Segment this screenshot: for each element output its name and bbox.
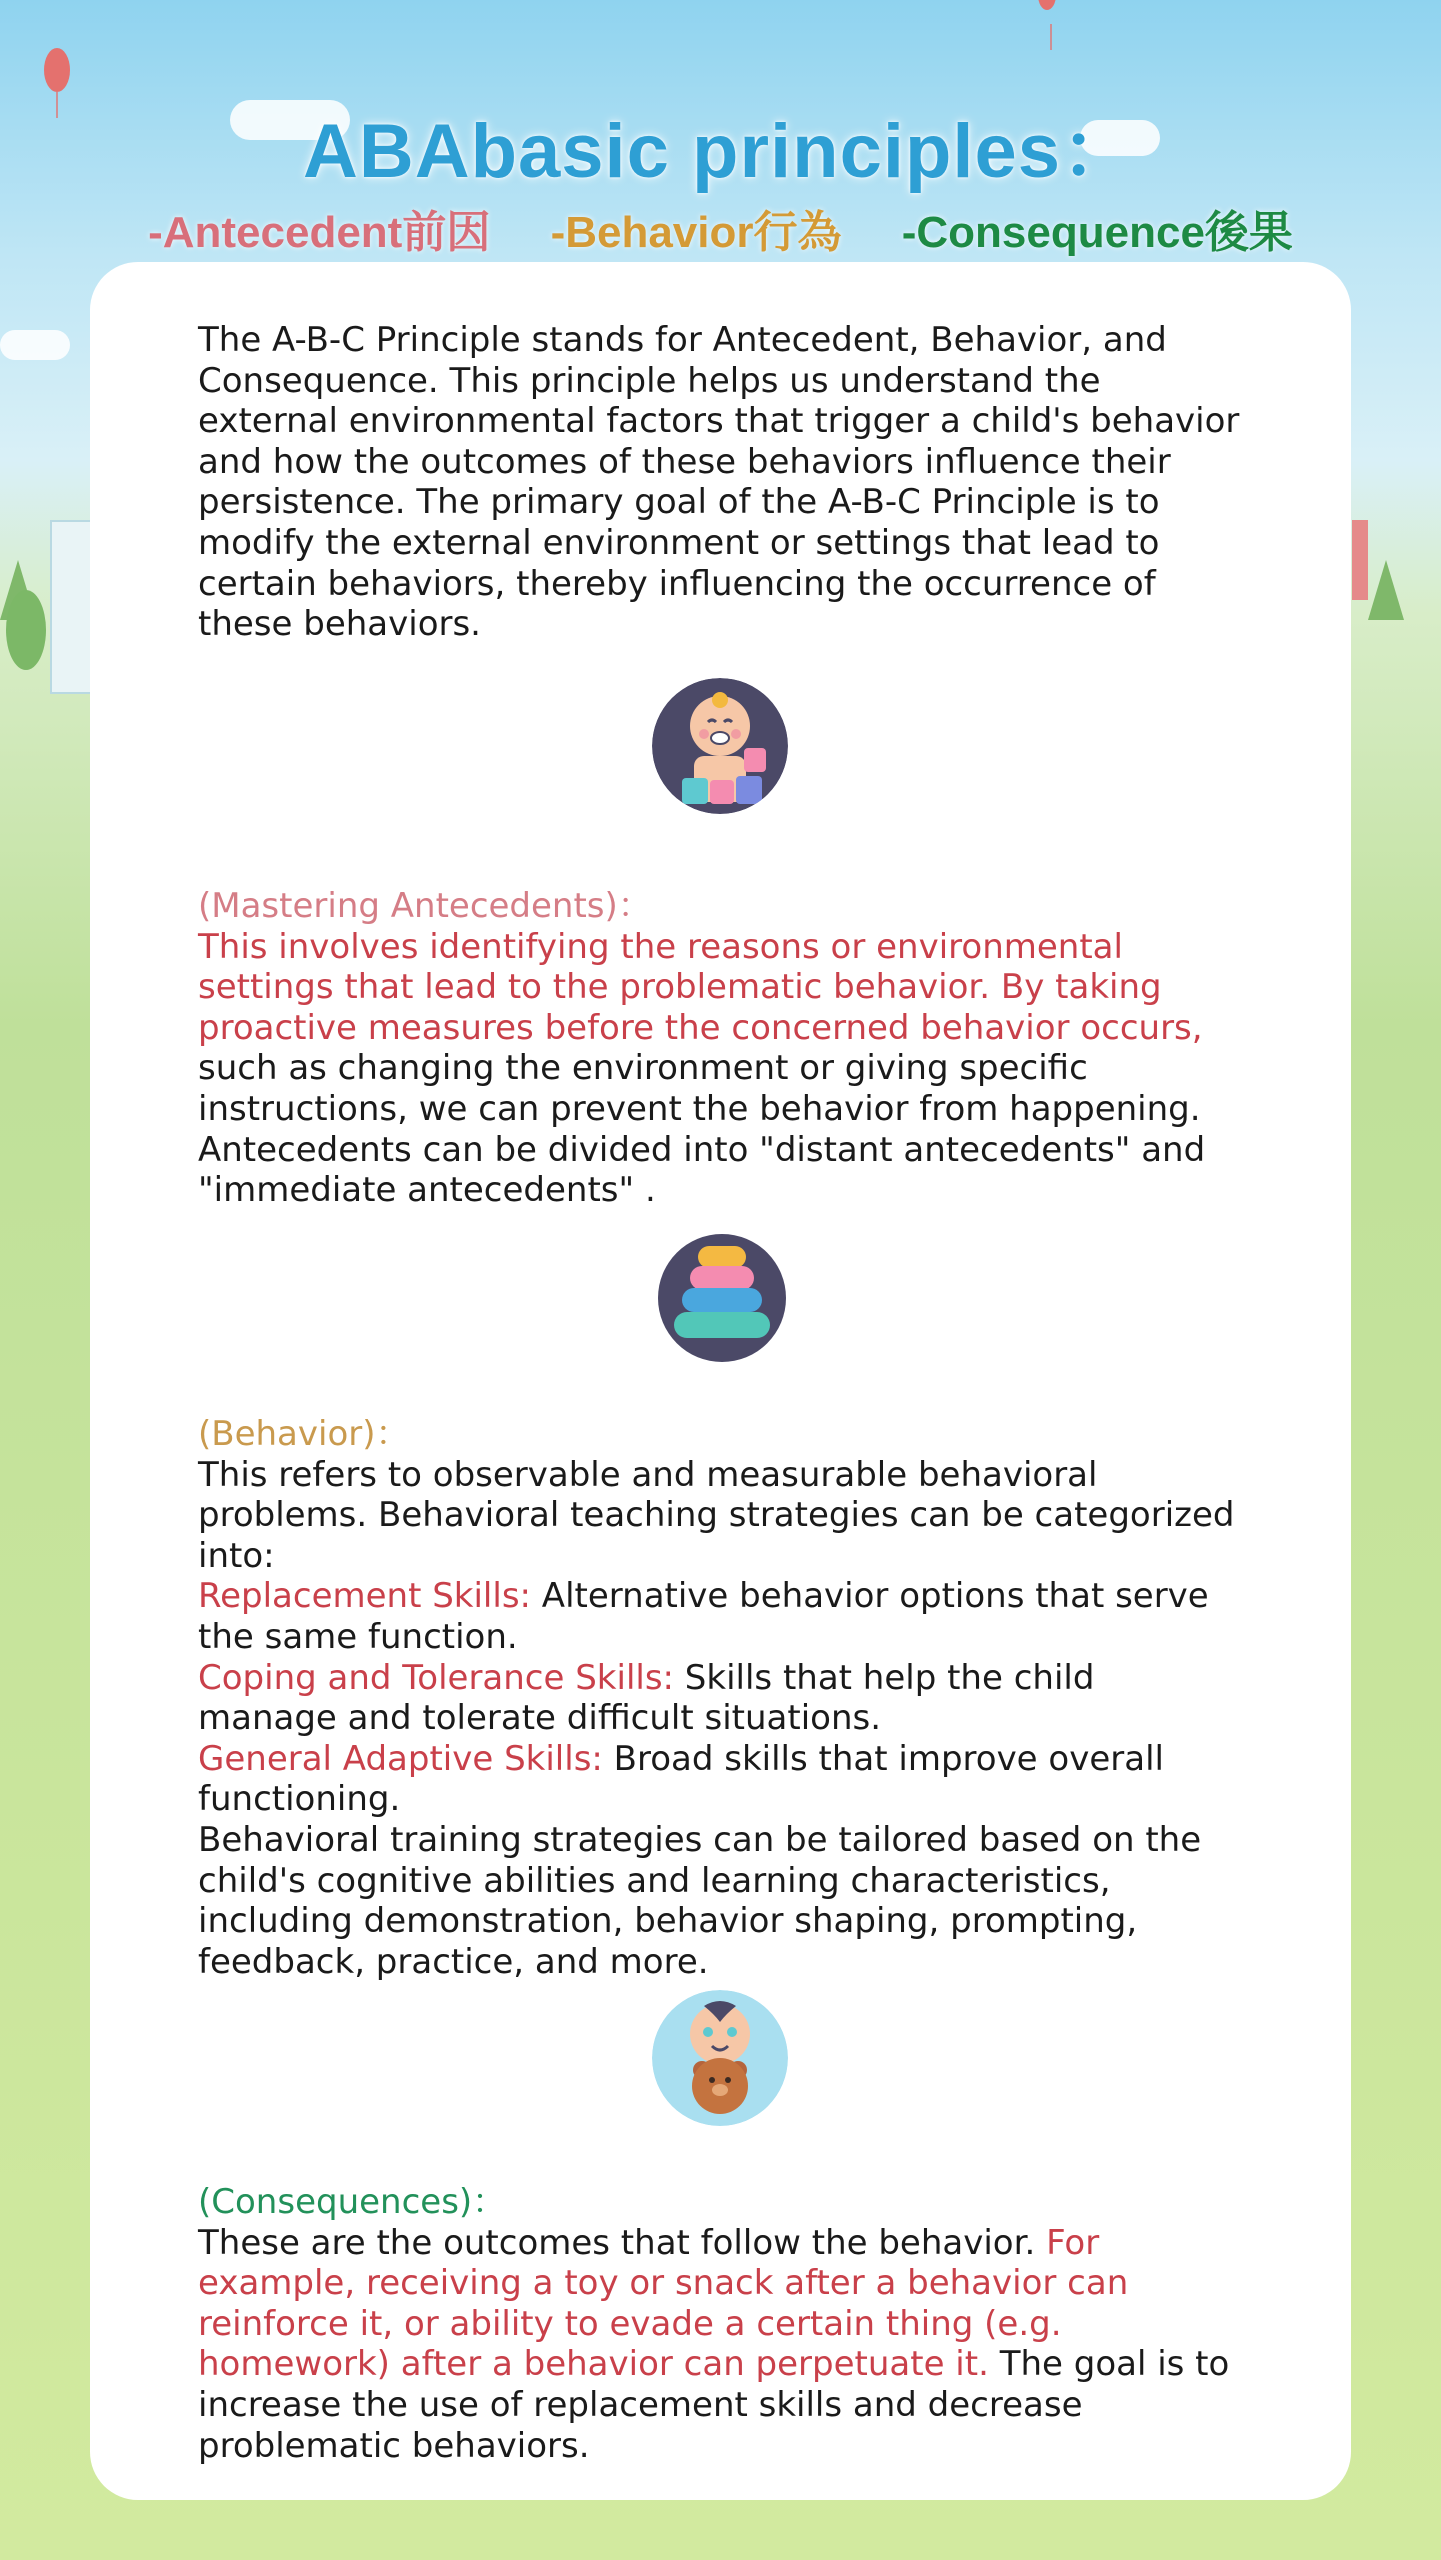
general-skills-text: Broad skills that improve overall functioning. (198, 1738, 1164, 1820)
page-title: ABAbasic principles： (302, 109, 1139, 194)
coping-skills-text: Skills that help the child manage and tolerate difficult situations. (198, 1657, 1095, 1739)
general-skills-label: General Adaptive Skills: (198, 1738, 603, 1779)
behavior-heading: (Behavior)： (198, 1414, 410, 1454)
antecedents-highlight: This involves identifying the reasons or environmental settings that lead to the problematic behavior. By taking proactive measures before the concerned behavior occurs, (198, 926, 1203, 1048)
consequences-highlight: For example, receiving a toy or snack after a behavior can reinforce it, or ability to evade a certain thing (e.g. homework) after a behavior can perpetuate it. (198, 2222, 1129, 2385)
antecedents-heading: (Mastering Antecedents)： (198, 886, 652, 926)
consequences-end: The goal is to increase the use of replacement skills and decrease problematic behaviors. (198, 2344, 1230, 2466)
stacking-rings-toy-icon (654, 1230, 790, 1366)
consequences-section (198, 2182, 1240, 2466)
antecedents-section (198, 886, 1240, 1211)
coping-skills-label: Coping and Tolerance Skills: (198, 1657, 674, 1698)
consequences-heading: (Consequences)： (198, 2182, 507, 2222)
replacement-skills-label: Replacement Skills: (198, 1576, 531, 1617)
antecedent-label: -Antecedent前因 (148, 208, 491, 257)
intro-paragraph: The A-B-C Principle stands for Antecedent, Behavior, and Consequence. This principle helps us understand the external environmental factors that trigger a child's behavior and how the outcomes of these behaviors influence their persistence. The primary goal of the A-B-C Principle is to modify the external environment or settings that lead to certain behaviors, thereby influencing the occurrence of these behaviors. (198, 320, 1240, 645)
baby-with-blocks-icon (652, 678, 788, 814)
behavior-section (198, 1414, 1240, 1982)
replacement-skills-item (198, 1576, 1240, 1657)
balloon-icon (1038, 0, 1056, 10)
replacement-skills-text: Alternative behavior options that serve the same function. (198, 1576, 1209, 1657)
behavior-label: -Behavior行為 (550, 208, 842, 257)
consequences-start: These are the outcomes that follow the behavior. (198, 2222, 1036, 2263)
baby-with-teddy-bear-icon (652, 1990, 788, 2126)
general-skills-item (198, 1739, 1240, 1820)
behavior-training: Behavioral training strategies can be tailored based on the child's cognitive abilities and learning characteristics, including demonstration, behavior shaping, prompting, feedback, practice, and more. (198, 1819, 1202, 1982)
coping-skills-item (198, 1658, 1240, 1739)
antecedents-text: such as changing the environment or giving specific instructions, we can prevent the behavior from happening. Antecedents can be divided into "distant antecedents" and "immediate antecedents" . (198, 1048, 1206, 1211)
abc-subtitle (0, 196, 1441, 260)
content-card (90, 262, 1351, 2500)
consequence-label: -Consequence後果 (901, 208, 1293, 257)
behavior-intro: This refers to observable and measurable behavioral problems. Behavioral teaching strategies can be categorized into: (198, 1454, 1235, 1576)
balloon-icon (44, 48, 70, 92)
